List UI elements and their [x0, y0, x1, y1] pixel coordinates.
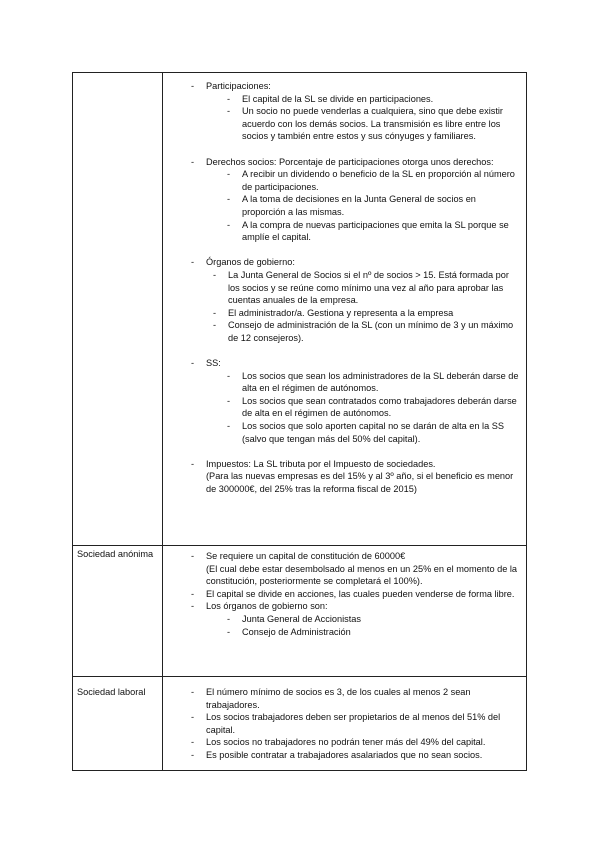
- derechos-item: - A recibir un dividendo o beneficio de la SL en proporción al número de participaciones.: [163, 168, 520, 193]
- ss-item: - Los socios que solo aporten capital no se darán de alta en la SS (salvo que tengan más del 50% del capital).: [163, 420, 520, 445]
- sa-organos-heading: - Los órganos de gobierno son:: [163, 600, 520, 613]
- sa-organos-item: - Consejo de Administración: [163, 626, 520, 639]
- impuestos-note: (Para las nuevas empresas es del 15% y al 3º año, si el beneficio es menor de 300000€, del 25% tras la reforma fiscal de 2015): [206, 471, 514, 494]
- slab-label-cell: [73, 677, 163, 771]
- derechos-item: - A la compra de nuevas participaciones que emita la SL porque se amplíe el capital.: [163, 219, 520, 244]
- sa-capital-item: - Se requiere un capital de constitución de 60000€: [163, 550, 520, 563]
- participaciones-item: - El capital de la SL se divide en participaciones.: [163, 93, 520, 106]
- company-types-table: [72, 72, 527, 771]
- ss-item: - Los socios que sean los administradores de la SL deberán darse de alta en el régimen de autónomos.: [163, 370, 520, 395]
- table-row-slab: [73, 677, 527, 771]
- slab-item: - Es posible contratar a trabajadores asalariados que no sean socios.: [163, 749, 520, 762]
- derechos-heading: - Derechos socios: Porcentaje de participaciones otorga unos derechos:: [163, 156, 520, 169]
- organos-heading: - Órganos de gobierno:: [163, 256, 520, 269]
- table-row-sl: [73, 73, 527, 546]
- participaciones-item: - Un socio no puede venderlas a cualquiera, sino que debe existir acuerdo con los demás socios. La transmisión es libre entre los socios y también entre estos y sus cónyuges y familiares.: [163, 105, 520, 143]
- sl-content-cell: [163, 73, 527, 546]
- impuestos-heading: - Impuestos: La SL tributa por el Impuesto de sociedades.: [163, 458, 520, 471]
- slab-item: - Los socios trabajadores deben ser propietarios de al menos del 51% del capital.: [163, 711, 520, 736]
- slab-content-cell: [163, 677, 527, 771]
- sa-content-cell: [163, 546, 527, 677]
- ss-heading: - SS:: [163, 357, 520, 370]
- row-label-empty: [73, 73, 163, 546]
- sa-capital-note: (El cual debe estar desembolsado al menos en un 25% en el momento de la constitución, posteriormente se completará el 100%).: [206, 563, 518, 587]
- organos-item: - La Junta General de Socios si el nº de socios > 15. Está formada por los socios y se reúne como mínimo una vez al año para aprobar las cuentas anuales de la empresa.: [163, 269, 520, 307]
- row-label-sociedad-anonima: Sociedad anónima: [77, 549, 154, 559]
- row-label-sociedad-laboral: Sociedad laboral: [77, 687, 146, 697]
- sa-label-cell: [73, 546, 163, 677]
- sa-acciones-item: - El capital se divide en acciones, las cuales pueden venderse de forma libre.: [163, 588, 520, 601]
- table-row-sa: [73, 546, 527, 677]
- organos-item: - Consejo de administración de la SL (con un mínimo de 3 y un máximo de 12 consejeros).: [163, 319, 520, 344]
- slab-item: - Los socios no trabajadores no podrán tener más del 49% del capital.: [163, 736, 520, 749]
- derechos-item: - A la toma de decisiones en la Junta General de socios en proporción a las mismas.: [163, 193, 520, 218]
- participaciones-heading: - Participaciones:: [163, 80, 520, 93]
- organos-item: - El administrador/a. Gestiona y representa a la empresa: [163, 307, 520, 320]
- ss-item: - Los socios que sean contratados como trabajadores deberán darse de alta en el régimen de autónomos.: [163, 395, 520, 420]
- sa-organos-item: - Junta General de Accionistas: [163, 613, 520, 626]
- slab-item: - El número mínimo de socios es 3, de los cuales al menos 2 sean trabajadores.: [163, 686, 520, 711]
